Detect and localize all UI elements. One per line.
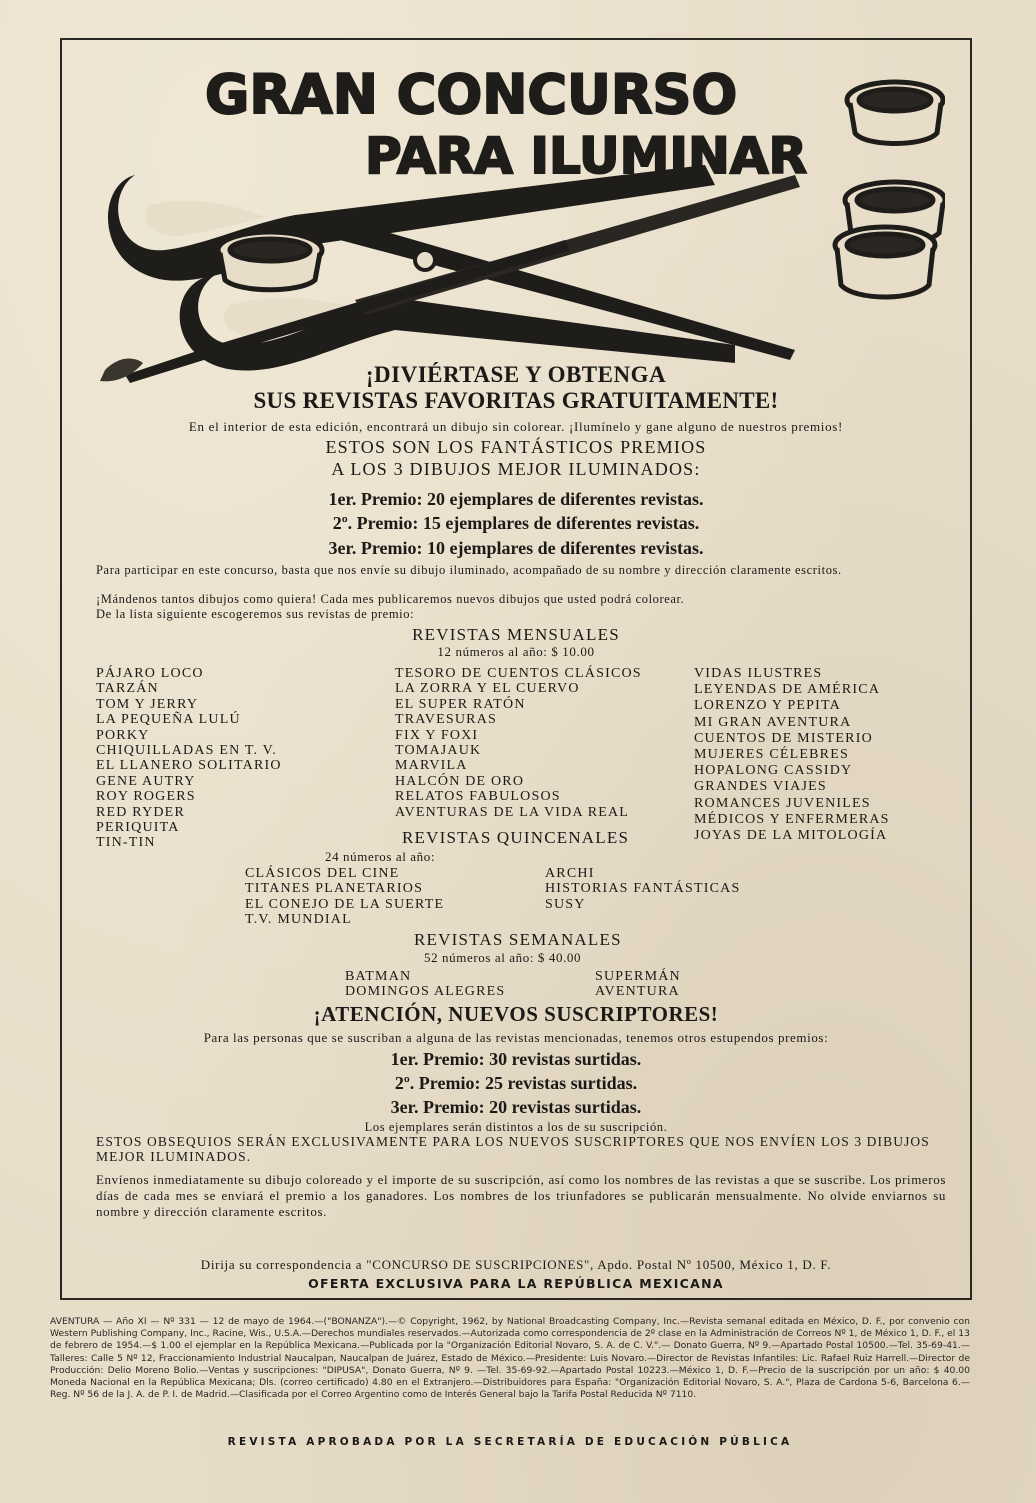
monthly-list-col-3 [694,666,890,844]
prizes-heading-1: ESTOS SON LOS FANTÁSTICOS PREMIOS [325,437,707,457]
publication-credits: AVENTURA — Año XI — Nº 331 — 12 de mayo de 1964.—("BONANZA").—© Copyright, 1962, by National Broadcasting Company, Inc.—Revista semanal editada en México, D. F., por convenio con Western Publishing Company, Inc., Racine, Wis., U.S.A.—Derechos mundiales reservados.—Autorizada como correspondencia de 2º clase en la Administración de Correos Nº 1, de México 1, D. F., el 13 de febrero de 1954.—$ 1.00 el ejemplar en la República Mexicana.—Publicada por la "Organización Editorial Novaro, S. A. de C. V.".— Donato Guerra, Nº 9.—Apartado Postal 10500.—Tel. 35-69-41.—Talleres: Calle 5 Nº 12, Fraccionamiento Industrial Naucalpan, Naucalpan de Juárez, Estado de México.—Presidente: Luis Novaro.—Director de Revistas Infantiles: Lic. Rafael Ruiz Harrell.—Director de Producción: Delio Moreno Bolio.—Ventas y suscripciones: "DIPUSA", Donato Guerra, Nº 9. —Tel. 35-69-92.—Apartado Postal 10223.—México 1, D. F.—Precio de la suscripción por un año: $ 40.00 Moneda Nacional en la República Mexicana; Dls. (correo certificado) 4.80 en el Extranjero.—Distribuidores para España: "Organización Editorial Novaro, S. A.", Plaza de Cardona 5-6, Barcelona 6.—Reg. Nº 56 de la J. A. de P. I. de Madrid.—Clasificada por el Correo Argentino como de Interés General bajo la Tarifa Postal Reducida Nº 7110. [50,1316,970,1401]
contest-illustration [95,45,945,385]
send-instructions: Envíenos inmediatamente su dibujo coloreado y el importe de su suscripción, así como los nombres de las revistas a que se suscribe. Los primeros días de cada mes se enviará el premio a los ganadores. Los nombres de los triunfadores se publicarán mensualmente. No olvide enviarnos su nombre y dirección claramente escritos. [96,1172,946,1219]
list-item: GENE AUTRY [96,773,196,789]
copies-distinct-note: Los ejemplares serán distintos a los de su suscripción. [364,1120,668,1134]
list-item: ARCHI [545,866,595,881]
headline-line-2: SUS REVISTAS FAVORITAS GRATUITAMENTE! [253,388,779,413]
list-item: FIX Y FOXI [395,727,479,743]
list-item: MI GRAN AVENTURA [694,714,852,730]
list-item: T.V. MUNDIAL [245,912,352,928]
title-line-1: GRAN CONCURSO [205,63,738,126]
list-item: PERIQUITA [96,820,180,836]
list-item: ROMANCES JUVENILES [694,795,871,811]
list-item: CUENTOS DE MISTERIO [694,730,873,746]
weekly-list-col-1 [345,969,505,1000]
list-item: SUPERMÁN [595,969,681,984]
list-item: RED RYDER [96,804,185,820]
approval-notice: REVISTA APROBADA POR LA SECRETARÍA DE EDUCACIÓN PÚBLICA [227,1436,793,1448]
list-item: TESORO DE CUENTOS CLÁSICOS [395,666,642,681]
list-item: TRAVESURAS [395,712,497,728]
list-item: LEYENDAS DE AMÉRICA [694,682,881,698]
title-line-2: PARA ILUMINAR [365,127,808,185]
list-item: VIDAS ILUSTRES [694,666,823,681]
list-item: PORKY [96,727,150,743]
list-item: GRANDES VIAJES [694,779,827,795]
list-item: DOMINGOS ALEGRES [345,984,506,1000]
list-item: EL CONEJO DE LA SUERTE [245,896,445,912]
list-item: CLÁSICOS DEL CINE [245,866,400,881]
list-item: EL SUPER RATÓN [395,696,526,712]
list-item: MUJERES CÉLEBRES [694,747,849,763]
monthly-price: 12 números al año: $ 10.00 [437,644,595,659]
list-item: EL LLANERO SOLITARIO [96,758,282,774]
list-item: ROY ROGERS [96,789,196,805]
list-item: TIN-TIN [96,835,156,851]
scissors-illustration [108,165,800,371]
list-item: RELATOS FABULOSOS [395,789,561,805]
monthly-heading: REVISTAS MENSUALES [412,625,620,644]
weekly-list-col-2 [595,969,681,1000]
subscriber-prize-2: 2º. Premio: 25 revistas surtidas. [394,1073,638,1093]
participation-text: Para participar en este concurso, basta que nos envíe su dibujo iluminado, acompañado de su nombre y dirección claramente escritos. [96,563,842,577]
list-item: TOMAJAUK [395,743,482,759]
list-item: JOYAS DE LA MITOLOGÍA [694,828,888,844]
correspondence-address: Dirija su correspondencia a "CONCURSO DE SUSCRIPCIONES", Apdo. Postal Nº 10500, México 1, D. F. [200,1257,832,1272]
list-item: MARVILA [395,758,468,774]
list-item: HISTORIAS FANTÁSTICAS [545,881,741,897]
list-item: TITANES PLANETARIOS [245,881,424,897]
subscribers-heading: ¡ATENCIÓN, NUEVOS SUSCRIPTORES! [313,1002,719,1026]
list-item: TOM Y JERRY [96,696,199,712]
prize-1: 1er. Premio: 20 ejemplares de diferentes revistas. [328,489,704,509]
monthly-list-col-1 [96,666,282,851]
list-item: LA PEQUEÑA LULÚ [96,712,241,728]
biweekly-heading: REVISTAS QUINCENALES [402,828,630,847]
list-item: SUSY [545,896,586,912]
biweekly-list-col-1 [245,866,444,928]
intro-text: En el interior de esta edición, encontrará un dibujo sin colorear. ¡Ilumínelo y gane alguno de nuestros premios! [188,419,844,434]
list-item: CHIQUILLADAS EN T. V. [96,743,277,759]
list-item: LORENZO Y PEPITA [694,698,841,714]
choose-list-text: De la lista siguiente escogeremos sus revistas de premio: [96,607,415,621]
list-item: TARZÁN [96,681,159,697]
list-item: BATMAN [345,969,412,984]
list-item: PÁJARO LOCO [96,666,204,681]
list-item: AVENTURA [595,984,680,1000]
biweekly-list-col-2 [545,866,740,912]
send-drawings-text: ¡Mándenos tantos dibujos como quiera! Cada mes publicaremos nuevos dibujos que usted podrá colorear. [96,592,685,606]
subscriber-prize-3: 3er. Premio: 20 revistas surtidas. [390,1097,642,1117]
headline-line-1: ¡DIVIÉRTASE Y OBTENGA [365,362,667,387]
prize-3: 3er. Premio: 10 ejemplares de diferentes revistas. [328,538,704,558]
list-item: AVENTURAS DE LA VIDA REAL [395,804,630,820]
weekly-heading: REVISTAS SEMANALES [414,930,622,949]
weekly-price: 52 números al año: $ 40.00 [424,950,582,965]
monthly-list-col-2 [395,666,642,820]
biweekly-price: 24 números al año: [325,849,436,864]
exclusive-offer: OFERTA EXCLUSIVA PARA LA REPÚBLICA MEXICANA [308,1276,724,1291]
prize-2: 2º. Premio: 15 ejemplares de diferentes revistas. [332,513,700,533]
list-item: LA ZORRA Y EL CUERVO [395,681,580,697]
exclusive-gifts-notice: ESTOS OBSEQUIOS SERÁN EXCLUSIVAMENTE PARA LOS NUEVOS SUSCRIPTORES QUE NOS ENVÍEN LOS 3 DIBUJOS MEJOR ILUMINADOS. [96,1134,930,1164]
list-item: MÉDICOS Y ENFERMERAS [694,811,890,827]
list-item: HOPALONG CASSIDY [694,763,853,779]
subscribers-intro: Para las personas que se suscriban a alguna de las revistas mencionadas, tenemos otros estupendos premios: [203,1030,829,1045]
title-lettering [205,63,807,185]
prizes-heading-2: A LOS 3 DIBUJOS MEJOR ILUMINADOS: [331,459,701,479]
list-item: HALCÓN DE ORO [395,773,525,789]
subscriber-prize-1: 1er. Premio: 30 revistas surtidas. [390,1049,642,1069]
